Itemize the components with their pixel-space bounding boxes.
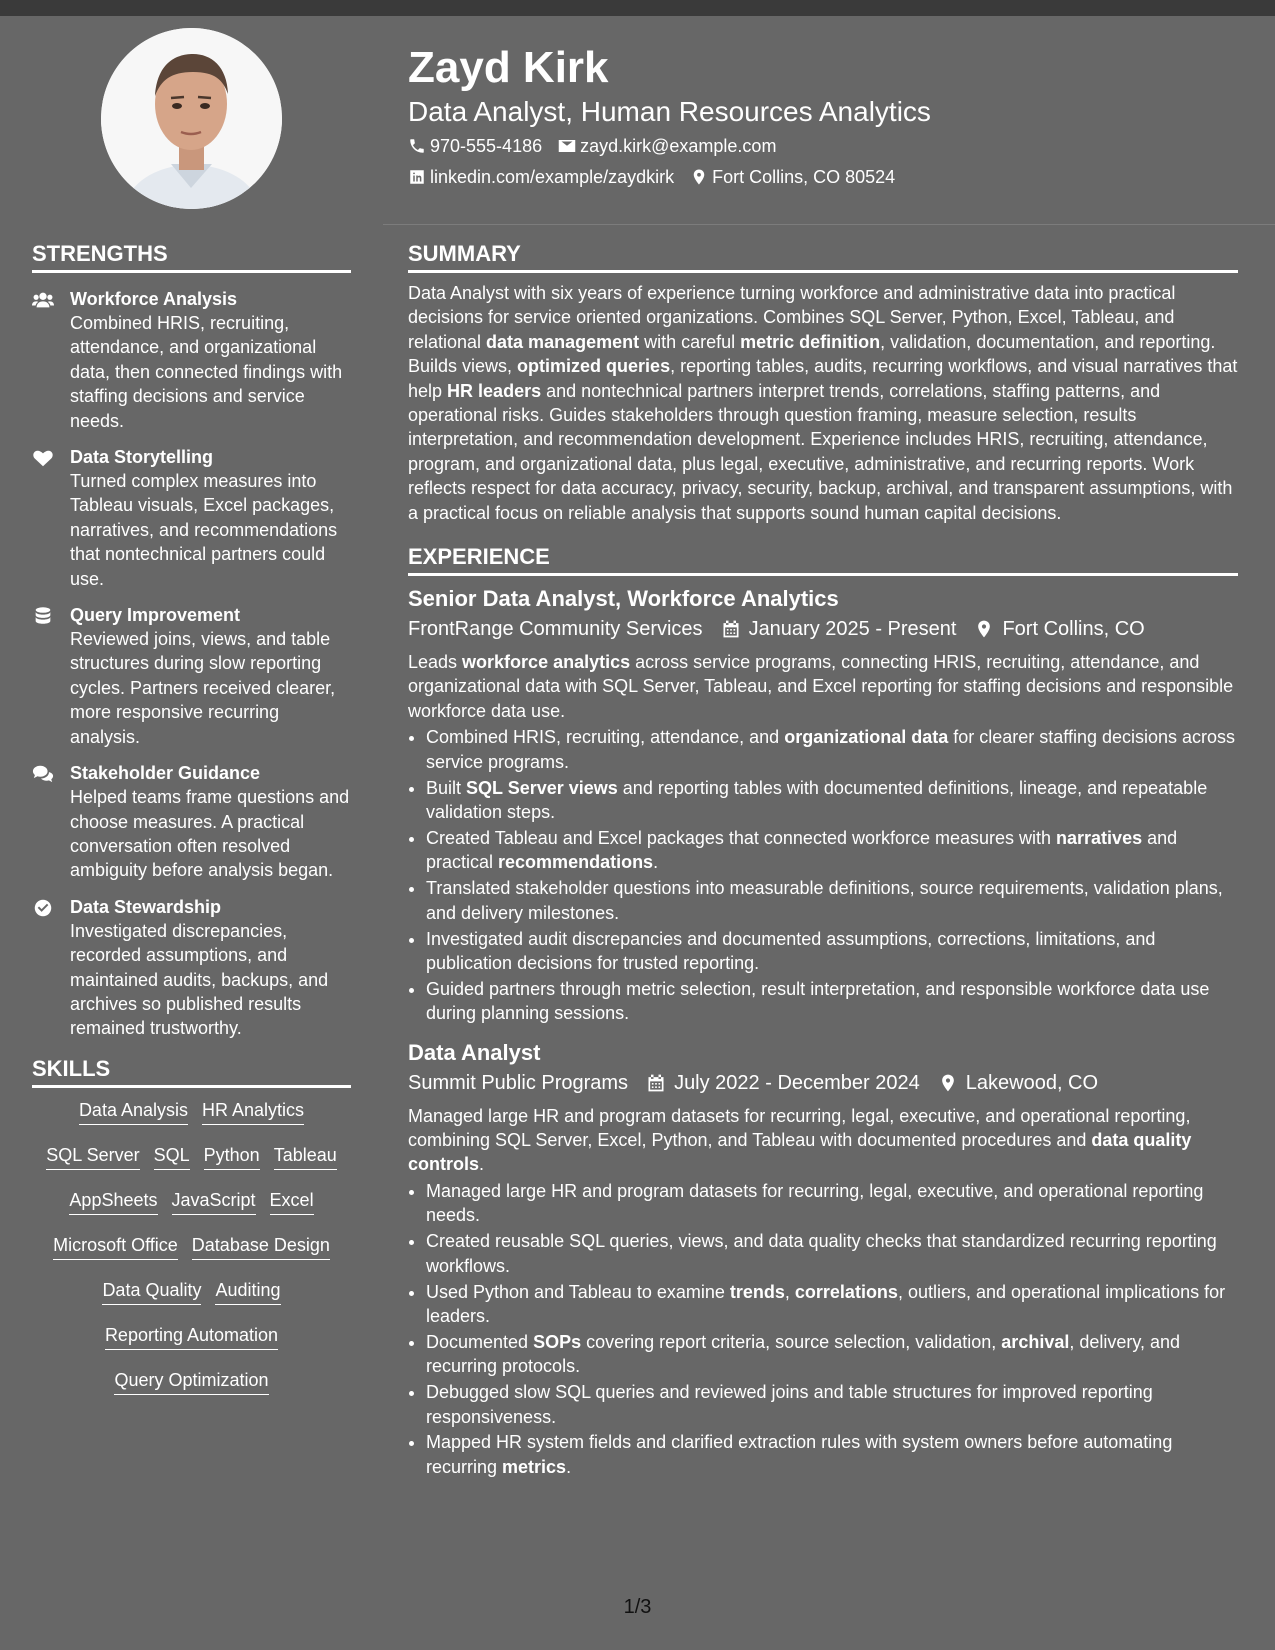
job-meta bbox=[408, 614, 1238, 644]
text-run: Leads bbox=[408, 652, 463, 673]
skill-tag: Database Design bbox=[192, 1233, 330, 1260]
text-run: Created Tableau and Excel packages that connected workforce measures with bbox=[426, 827, 1057, 848]
skill-tag: Reporting Automation bbox=[105, 1323, 278, 1350]
left-column bbox=[32, 240, 351, 1413]
bullet-item bbox=[426, 776, 1238, 825]
skills-list bbox=[32, 1098, 351, 1413]
emphasis-text: metric definition bbox=[740, 331, 881, 352]
text-run: across service programs, connecting HRIS, recruiting, attendance, and organizational data with SQL Server, Tableau, and Excel reporting for staffing decisions and responsible workforce data use. bbox=[408, 652, 1234, 721]
emphasis-text: optimized queries bbox=[517, 356, 671, 377]
heart-icon bbox=[32, 448, 54, 468]
bullet-item bbox=[426, 1179, 1238, 1228]
bullet-item bbox=[426, 876, 1238, 925]
emphasis-text: data management bbox=[486, 331, 640, 352]
skill-row bbox=[32, 1143, 351, 1188]
text-run: , outliers, and operational implications for leaders. bbox=[426, 1281, 1226, 1326]
candidate-name: Zayd Kirk bbox=[408, 43, 609, 92]
calendar-icon bbox=[721, 619, 741, 639]
header-divider bbox=[383, 224, 1275, 225]
strength-description: Helped teams frame questions and choose measures. A practical conversation often resolved ambiguity before analysis began. bbox=[70, 787, 350, 881]
text-run: Investigated audit discrepancies and documented assumptions, corrections, limitations, and publication decisions for trusted reporting. bbox=[426, 928, 1156, 973]
strength-description: Reviewed joins, views, and table structures during slow reporting cycles. Partners received clearer, more responsive recurring analysis. bbox=[70, 629, 336, 747]
strength-title: Data Storytelling bbox=[70, 447, 214, 468]
text-run: and practical bbox=[426, 827, 1178, 873]
users-icon bbox=[32, 290, 54, 310]
text-run: Created reusable SQL queries, views, and data quality checks that standardized recurring reporting workflows. bbox=[426, 1231, 1217, 1276]
text-run: , bbox=[784, 1281, 795, 1302]
skill-tag: JavaScript bbox=[172, 1188, 256, 1215]
text-run: and reporting tables with documented definitions, lineage, and repeatable validation steps. bbox=[426, 777, 1208, 822]
job-bullets bbox=[408, 725, 1238, 1025]
skill-row bbox=[32, 1368, 351, 1413]
bullet-item bbox=[426, 1430, 1238, 1479]
job-entry bbox=[408, 1038, 1238, 1480]
phone-text: 970-555-4186 bbox=[430, 136, 543, 156]
strength-description: Combined HRIS, recruiting, attendance, and organizational data, then connected findings with staffing decisions and service needs. bbox=[70, 313, 343, 431]
text-run: . bbox=[479, 1154, 485, 1175]
company-name: Summit Public Programs bbox=[408, 1071, 629, 1094]
map-pin-icon bbox=[690, 168, 708, 186]
strength-item bbox=[32, 761, 351, 883]
skill-tag: Auditing bbox=[215, 1278, 280, 1305]
text-run: Managed large HR and program datasets for recurring, legal, executive, and operational reporting, combining SQL Server, Excel, Python, and Tableau with documented procedures and bbox=[408, 1105, 1191, 1151]
strength-item bbox=[32, 287, 351, 433]
job-entry bbox=[408, 584, 1238, 1026]
skill-row bbox=[32, 1323, 351, 1368]
summary-heading: SUMMARY bbox=[408, 240, 1238, 273]
bullet-item bbox=[426, 1229, 1238, 1278]
skill-tag: Tableau bbox=[274, 1143, 337, 1170]
contact-row-2 bbox=[408, 165, 911, 189]
skill-row bbox=[32, 1233, 351, 1278]
bullet-item bbox=[426, 1280, 1238, 1329]
summary-text bbox=[408, 281, 1238, 525]
page-number: 1/3 bbox=[623, 1596, 652, 1618]
envelope-icon bbox=[558, 137, 576, 155]
job-bullets bbox=[408, 1179, 1238, 1479]
emphasis-text: HR leaders bbox=[447, 380, 542, 401]
portrait-image bbox=[101, 28, 282, 209]
contact-row-1 bbox=[408, 134, 792, 158]
right-column bbox=[408, 240, 1238, 1481]
check-circle-icon bbox=[32, 898, 54, 918]
email-text: zayd.kirk@example.com bbox=[580, 136, 777, 156]
strength-item bbox=[32, 445, 351, 591]
map-pin-icon bbox=[938, 1073, 958, 1093]
strength-description: Investigated discrepancies, recorded assumptions, and maintained audits, backups, and archives so published results remained trustworthy. bbox=[70, 920, 329, 1039]
emphasis-text: SQL Server views bbox=[466, 777, 618, 798]
job-location: Fort Collins, CO bbox=[1002, 618, 1145, 641]
skill-tag: Data Quality bbox=[102, 1278, 201, 1305]
calendar-icon bbox=[646, 1073, 666, 1093]
skill-tag: AppSheets bbox=[69, 1188, 157, 1215]
skill-tag: HR Analytics bbox=[202, 1098, 304, 1125]
strength-item bbox=[32, 603, 351, 749]
text-run: , delivery, and recurring protocols. bbox=[426, 1331, 1181, 1377]
bullet-item bbox=[426, 977, 1238, 1026]
bullet-item bbox=[426, 1380, 1238, 1429]
emphasis-text: organizational data bbox=[784, 727, 949, 748]
skill-tag: Python bbox=[204, 1143, 260, 1170]
job-intro bbox=[408, 1104, 1238, 1177]
skill-row bbox=[32, 1278, 351, 1323]
database-icon bbox=[32, 606, 54, 626]
phone-contact[interactable] bbox=[408, 134, 542, 158]
linkedin-text: linkedin.com/example/zaydkirk bbox=[430, 167, 675, 187]
emphasis-text: trends bbox=[729, 1281, 785, 1302]
job-meta bbox=[408, 1068, 1238, 1098]
location-contact bbox=[690, 165, 895, 189]
emphasis-text: data quality controls bbox=[408, 1130, 1192, 1175]
skill-row bbox=[32, 1098, 351, 1143]
strengths-heading: STRENGTHS bbox=[32, 240, 351, 273]
strength-title: Stakeholder Guidance bbox=[70, 763, 261, 784]
skill-row bbox=[32, 1188, 351, 1233]
text-run: Mapped HR system fields and clarified extraction rules with system owners before automating recurring bbox=[426, 1432, 1173, 1477]
comments-icon bbox=[32, 764, 54, 784]
text-run: Documented bbox=[426, 1331, 534, 1352]
text-run: Used Python and Tableau to examine bbox=[426, 1281, 730, 1302]
skill-tag: SQL bbox=[154, 1143, 190, 1170]
job-role: Senior Data Analyst, Workforce Analytics bbox=[408, 586, 839, 612]
company-name: FrontRange Community Services bbox=[408, 618, 703, 641]
text-run: , reporting tables, audits, recurring workflows, and visual narratives that help bbox=[408, 356, 1238, 401]
skill-tag: SQL Server bbox=[46, 1143, 139, 1170]
strengths-list bbox=[32, 287, 351, 1041]
experience-heading: EXPERIENCE bbox=[408, 543, 1238, 576]
job-dates: January 2025 - Present bbox=[748, 618, 957, 641]
top-bar bbox=[0, 0, 1275, 16]
emphasis-text: archival bbox=[1001, 1331, 1070, 1352]
text-run: Built bbox=[426, 777, 467, 798]
bullet-item bbox=[426, 826, 1238, 875]
text-run: , validation, documentation, and reporting. Builds views, bbox=[408, 331, 1216, 377]
strength-title: Query Improvement bbox=[70, 605, 241, 626]
skill-tag: Microsoft Office bbox=[53, 1233, 178, 1260]
text-run: Data Analyst with six years of experience turning workforce and administrative data into practical decisions for service oriented organizations. Combines SQL Server, Python, Excel, Tableau, and relational bbox=[408, 283, 1176, 352]
job-intro bbox=[408, 650, 1238, 723]
emphasis-text: recommendations bbox=[498, 852, 654, 873]
text-run: covering report criteria, source selection, validation, bbox=[581, 1331, 1002, 1352]
candidate-title: Data Analyst, Human Resources Analytics bbox=[408, 96, 931, 127]
job-dates: July 2022 - December 2024 bbox=[674, 1071, 920, 1094]
map-pin-icon bbox=[974, 619, 994, 639]
text-run: for clearer staffing decisions across service programs. bbox=[426, 727, 1236, 772]
bullet-item bbox=[426, 725, 1238, 774]
text-run: Combined HRIS, recruiting, attendance, and bbox=[426, 727, 785, 748]
skills-heading: SKILLS bbox=[32, 1055, 351, 1088]
avatar bbox=[101, 28, 282, 209]
text-run: Debugged slow SQL queries and reviewed joins and table structures for improved reporting responsiveness. bbox=[426, 1382, 1153, 1427]
text-run: Guided partners through metric selection, result interpretation, and responsible workforce data use during planning sessions. bbox=[426, 978, 1210, 1024]
emphasis-text: correlations bbox=[794, 1281, 898, 1302]
location-text: Fort Collins, CO 80524 bbox=[712, 167, 896, 187]
linkedin-icon bbox=[408, 168, 426, 186]
skill-tag: Query Optimization bbox=[114, 1368, 268, 1395]
job-location: Lakewood, CO bbox=[965, 1071, 1099, 1094]
linkedin-contact[interactable] bbox=[408, 165, 674, 189]
phone-icon bbox=[408, 137, 426, 155]
text-run: and nontechnical partners interpret trends, correlations, staffing patterns, and operational risks. Guides stakeholders through question framing, measure selection, results interpretation, and recommendation development. Experience includes HRIS, recruiting, attendance, program, and organizational data, plus legal, executive, administrative, and recurring reports. Work reflects respect for data accuracy, privacy, security, backup, archival, and transparent assumptions, with a practical focus on reliable analysis that supports sound human capital decisions. bbox=[408, 380, 1233, 523]
emphasis-text: narratives bbox=[1056, 827, 1143, 848]
email-contact[interactable] bbox=[558, 134, 776, 158]
bullet-item bbox=[426, 1330, 1238, 1379]
bullet-item bbox=[426, 927, 1238, 976]
text-run: Managed large HR and program datasets for recurring, legal, executive, and operational reporting needs. bbox=[426, 1180, 1204, 1226]
job-role: Data Analyst bbox=[408, 1039, 541, 1065]
text-run: . bbox=[653, 852, 659, 873]
emphasis-text: metrics bbox=[502, 1456, 567, 1477]
strength-title: Data Stewardship bbox=[70, 896, 222, 917]
emphasis-text: SOPs bbox=[533, 1331, 582, 1352]
skill-tag: Excel bbox=[270, 1188, 314, 1215]
text-run: Translated stakeholder questions into measurable definitions, source requirements, validation plans, and delivery milestones. bbox=[426, 878, 1223, 923]
skill-tag: Data Analysis bbox=[79, 1098, 188, 1125]
strength-title: Workforce Analysis bbox=[70, 289, 238, 309]
strength-item bbox=[32, 895, 351, 1041]
text-run: . bbox=[566, 1456, 572, 1477]
strength-description: Turned complex measures into Tableau visuals, Excel packages, narratives, and recommendations that nontechnical partners could use. bbox=[70, 471, 338, 589]
emphasis-text: workforce analytics bbox=[462, 652, 631, 673]
text-run: with careful bbox=[639, 331, 741, 352]
